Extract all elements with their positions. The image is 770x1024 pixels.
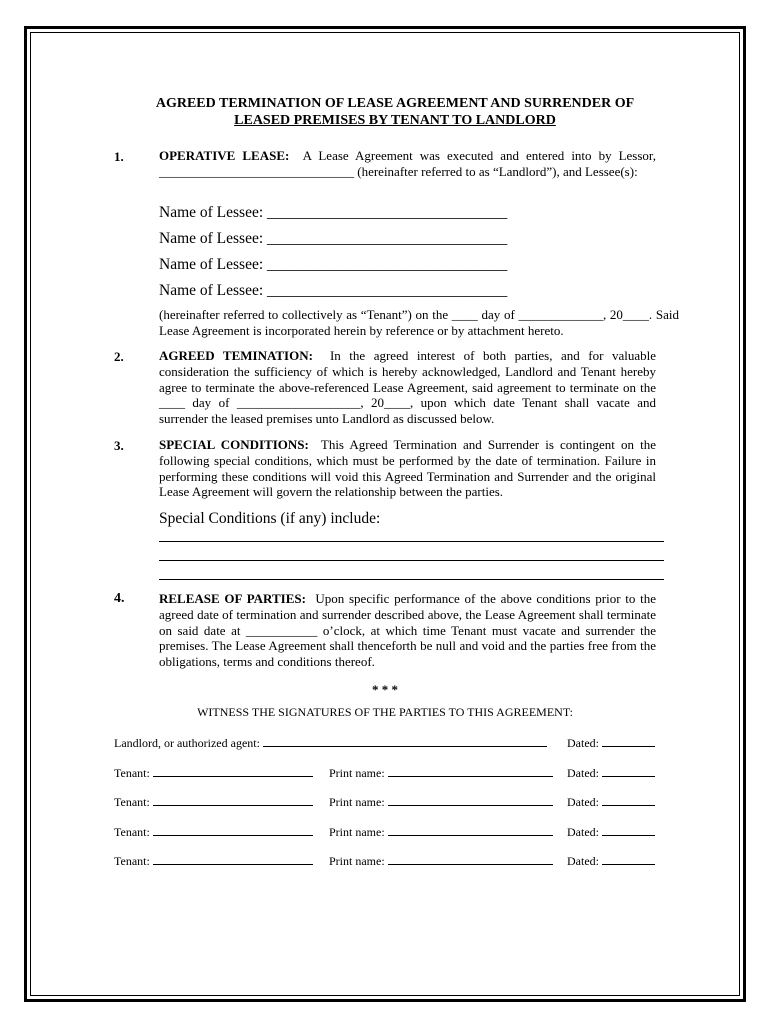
tenant-signature[interactable] — [114, 794, 313, 810]
section-1-footer: (hereinafter referred to collectively as “Tenant”) on the ____ day of _____________, 20____. Said Lease Agreement is incorporated herein by reference or by attachment hereto. — [159, 307, 679, 338]
landlord-dated[interactable] — [567, 735, 655, 751]
witness-heading: WITNESS THE SIGNATURES OF THE PARTIES TO THIS AGREEMENT: — [197, 705, 573, 719]
dated-blank[interactable] — [602, 853, 655, 865]
tenant-print-name[interactable] — [329, 794, 553, 810]
section-4-body: Upon specific performance of the above conditions prior to the agreed date of termination and surrender described above, the Lease Agreement shall terminate on said date at ___________ o’clock, at which time Tenant must vacate and surrender the premises. The Lease Agreement shall thenceforth be null and void and the parties free from the obligations, terms and conditions thereof. — [159, 591, 657, 670]
lessee-name-field[interactable]: Name of Lessee: _______________________________ — [159, 230, 508, 247]
dated-label: Dated: — [567, 736, 599, 750]
tenant-signature[interactable] — [114, 853, 313, 869]
section-2-number: 2. — [114, 349, 124, 364]
section-3-body: This Agreed Termination and Surrender is contingent on the following special conditions, which must be performed by the date of termination. Failure in performing these conditions will void this Agreed Termination and Surrender and the original Lease Agreement will govern the relationship between the parties. — [159, 437, 656, 500]
section-2-heading: AGREED TEMINATION: — [159, 348, 313, 363]
tenant-label: Tenant: — [114, 825, 150, 839]
section-3-heading: SPECIAL CONDITIONS: — [159, 437, 309, 452]
print-name-blank[interactable] — [388, 853, 553, 865]
special-conditions-label: Special Conditions (if any) include: — [159, 510, 381, 527]
tenant-label: Tenant: — [114, 854, 150, 868]
section-1-body: A Lease Agreement was executed and entered into by Lessor, ______________________________ (hereinafter referred to as “Landlord”), and Lessee(s): — [159, 148, 656, 179]
dated-label: Dated: — [567, 825, 599, 839]
special-conditions-line[interactable] — [159, 541, 664, 542]
dated-blank[interactable] — [602, 794, 655, 806]
document-title-line2: LEASED PREMISES BY TENANT TO LANDLORD — [234, 113, 556, 128]
lessee-name-field[interactable]: Name of Lessee: _______________________________ — [159, 256, 508, 273]
print-name-blank[interactable] — [388, 824, 553, 836]
tenant-signature-blank[interactable] — [153, 824, 313, 836]
section-4-number: 4. — [114, 591, 125, 606]
section-separator: * * * — [372, 682, 398, 697]
landlord-label: Landlord, or authorized agent: — [114, 736, 260, 750]
tenant-signature[interactable] — [114, 824, 313, 840]
tenant-print-name[interactable] — [329, 765, 553, 781]
tenant-signature-blank[interactable] — [153, 765, 313, 777]
landlord-signature-line[interactable] — [114, 735, 547, 751]
lessee-name-field[interactable]: Name of Lessee: _______________________________ — [159, 282, 508, 299]
dated-blank[interactable] — [602, 735, 655, 747]
tenant-signature[interactable] — [114, 765, 313, 781]
print-name-label: Print name: — [329, 825, 385, 839]
section-3-text — [159, 437, 656, 500]
section-4-text — [159, 591, 656, 670]
landlord-signature-blank[interactable] — [263, 735, 547, 747]
print-name-blank[interactable] — [388, 794, 553, 806]
print-name-label: Print name: — [329, 795, 385, 809]
special-conditions-line[interactable] — [159, 560, 664, 561]
section-1-text — [159, 148, 656, 180]
dated-label: Dated: — [567, 766, 599, 780]
dated-blank[interactable] — [602, 765, 655, 777]
print-name-label: Print name: — [329, 766, 385, 780]
section-3-number: 3. — [114, 438, 124, 453]
dated-label: Dated: — [567, 854, 599, 868]
dated-label: Dated: — [567, 795, 599, 809]
lessee-name-field[interactable]: Name of Lessee: _______________________________ — [159, 204, 508, 221]
print-name-blank[interactable] — [388, 765, 553, 777]
tenant-signature-blank[interactable] — [153, 794, 313, 806]
tenant-dated[interactable] — [567, 824, 655, 840]
special-conditions-line[interactable] — [159, 579, 664, 580]
section-1-number: 1. — [114, 149, 124, 164]
print-name-label: Print name: — [329, 854, 385, 868]
tenant-print-name[interactable] — [329, 853, 553, 869]
document-title-line1: AGREED TERMINATION OF LEASE AGREEMENT AND SURRENDER OF — [155, 96, 635, 111]
section-2-text — [159, 348, 656, 427]
section-2-body: In the agreed interest of both parties, and for valuable consideration the sufficiency of which is hereby acknowledged, Landlord and Tenant hereby agree to terminate the above-referenced Lease Agreement, said agreement to terminate on the ____ day of ___________________, 20____, upon which date Tenant shall vacate and surrender the leased premises unto Landlord as discussed below. — [159, 348, 656, 427]
tenant-label: Tenant: — [114, 766, 150, 780]
tenant-dated[interactable] — [567, 765, 655, 781]
tenant-label: Tenant: — [114, 795, 150, 809]
section-4-heading: RELEASE OF PARTIES: — [159, 591, 306, 606]
dated-blank[interactable] — [602, 824, 655, 836]
tenant-signature-blank[interactable] — [153, 853, 313, 865]
tenant-dated[interactable] — [567, 853, 655, 869]
tenant-print-name[interactable] — [329, 824, 553, 840]
section-1-heading: OPERATIVE LEASE: — [159, 148, 290, 163]
tenant-dated[interactable] — [567, 794, 655, 810]
